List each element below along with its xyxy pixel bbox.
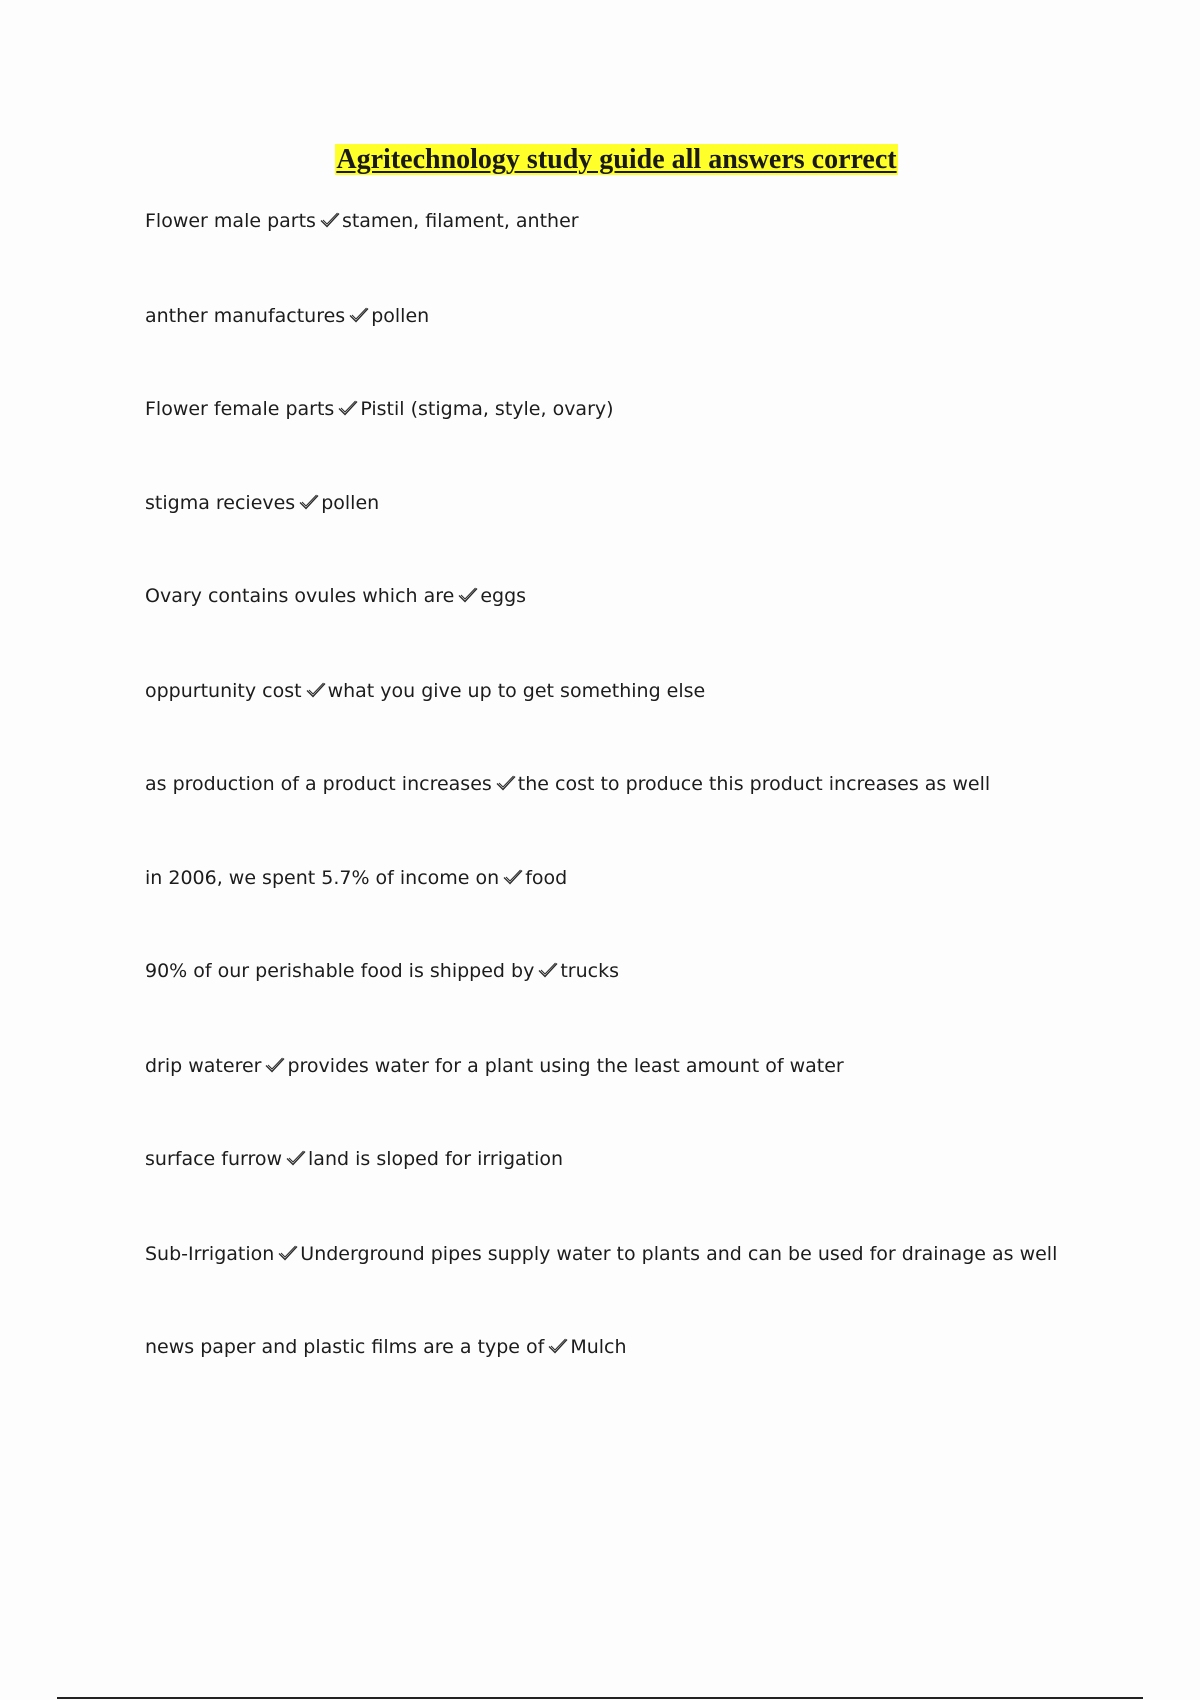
qa-answer: trucks <box>560 960 619 982</box>
check-mark-icon <box>264 1056 286 1074</box>
qa-item <box>145 208 579 234</box>
qa-term: oppurtunity cost <box>145 680 302 702</box>
check-mark-icon <box>285 1149 307 1167</box>
qa-answer: stamen, filament, anther <box>341 210 579 232</box>
qa-term: surface furrow <box>145 1148 283 1170</box>
qa-item <box>145 1146 563 1172</box>
qa-term: Flower female parts <box>145 398 335 420</box>
check-mark-icon <box>305 681 327 699</box>
qa-term: news paper and plastic films are a type of <box>145 1336 545 1358</box>
qa-answer: pollen <box>371 305 430 327</box>
qa-answer: Mulch <box>570 1336 627 1358</box>
qa-answer: Pistil (stigma, style, ovary) <box>360 398 614 420</box>
check-mark-icon <box>457 586 479 604</box>
check-mark-icon <box>319 211 341 229</box>
qa-answer: eggs <box>480 585 527 607</box>
check-mark-icon <box>547 1337 569 1355</box>
qa-term: as production of a product increases <box>145 773 492 795</box>
qa-term: anther manufactures <box>145 305 346 327</box>
document-title <box>0 143 1200 177</box>
qa-term: drip waterer <box>145 1055 262 1077</box>
qa-answer: Underground pipes supply water to plants and can be used for drainage as well <box>300 1243 1058 1265</box>
qa-answer: provides water for a plant using the least amount of water <box>287 1055 844 1077</box>
check-mark-icon <box>495 774 517 792</box>
qa-item <box>145 1241 1057 1267</box>
document-title-text: Agritechnology study guide all answers correct <box>336 144 897 175</box>
qa-item <box>145 583 526 609</box>
qa-item <box>145 1053 844 1079</box>
qa-item <box>145 490 379 516</box>
qa-term: Ovary contains ovules which are <box>145 585 455 607</box>
qa-item <box>145 865 567 891</box>
qa-item <box>145 678 705 704</box>
qa-item <box>145 303 429 329</box>
qa-answer: what you give up to get something else <box>327 680 706 702</box>
check-mark-icon <box>298 493 320 511</box>
check-mark-icon <box>277 1244 299 1262</box>
footer-divider <box>57 1697 1143 1699</box>
check-mark-icon <box>337 399 359 417</box>
qa-item <box>145 1334 627 1360</box>
qa-term: Flower male parts <box>145 210 316 232</box>
qa-item <box>145 771 990 797</box>
qa-answer: pollen <box>321 492 380 514</box>
qa-answer: land is sloped for irrigation <box>308 1148 564 1170</box>
check-mark-icon <box>502 868 524 886</box>
qa-answer: food <box>525 867 568 889</box>
qa-term: Sub-Irrigation <box>145 1243 275 1265</box>
qa-answer: the cost to produce this product increases as well <box>517 773 991 795</box>
qa-term: in 2006, we spent 5.7% of income on <box>145 867 500 889</box>
qa-term: 90% of our perishable food is shipped by <box>145 960 535 982</box>
check-mark-icon <box>348 306 370 324</box>
check-mark-icon <box>537 961 559 979</box>
qa-item <box>145 396 614 422</box>
qa-term: stigma recieves <box>145 492 296 514</box>
qa-item <box>145 958 619 984</box>
